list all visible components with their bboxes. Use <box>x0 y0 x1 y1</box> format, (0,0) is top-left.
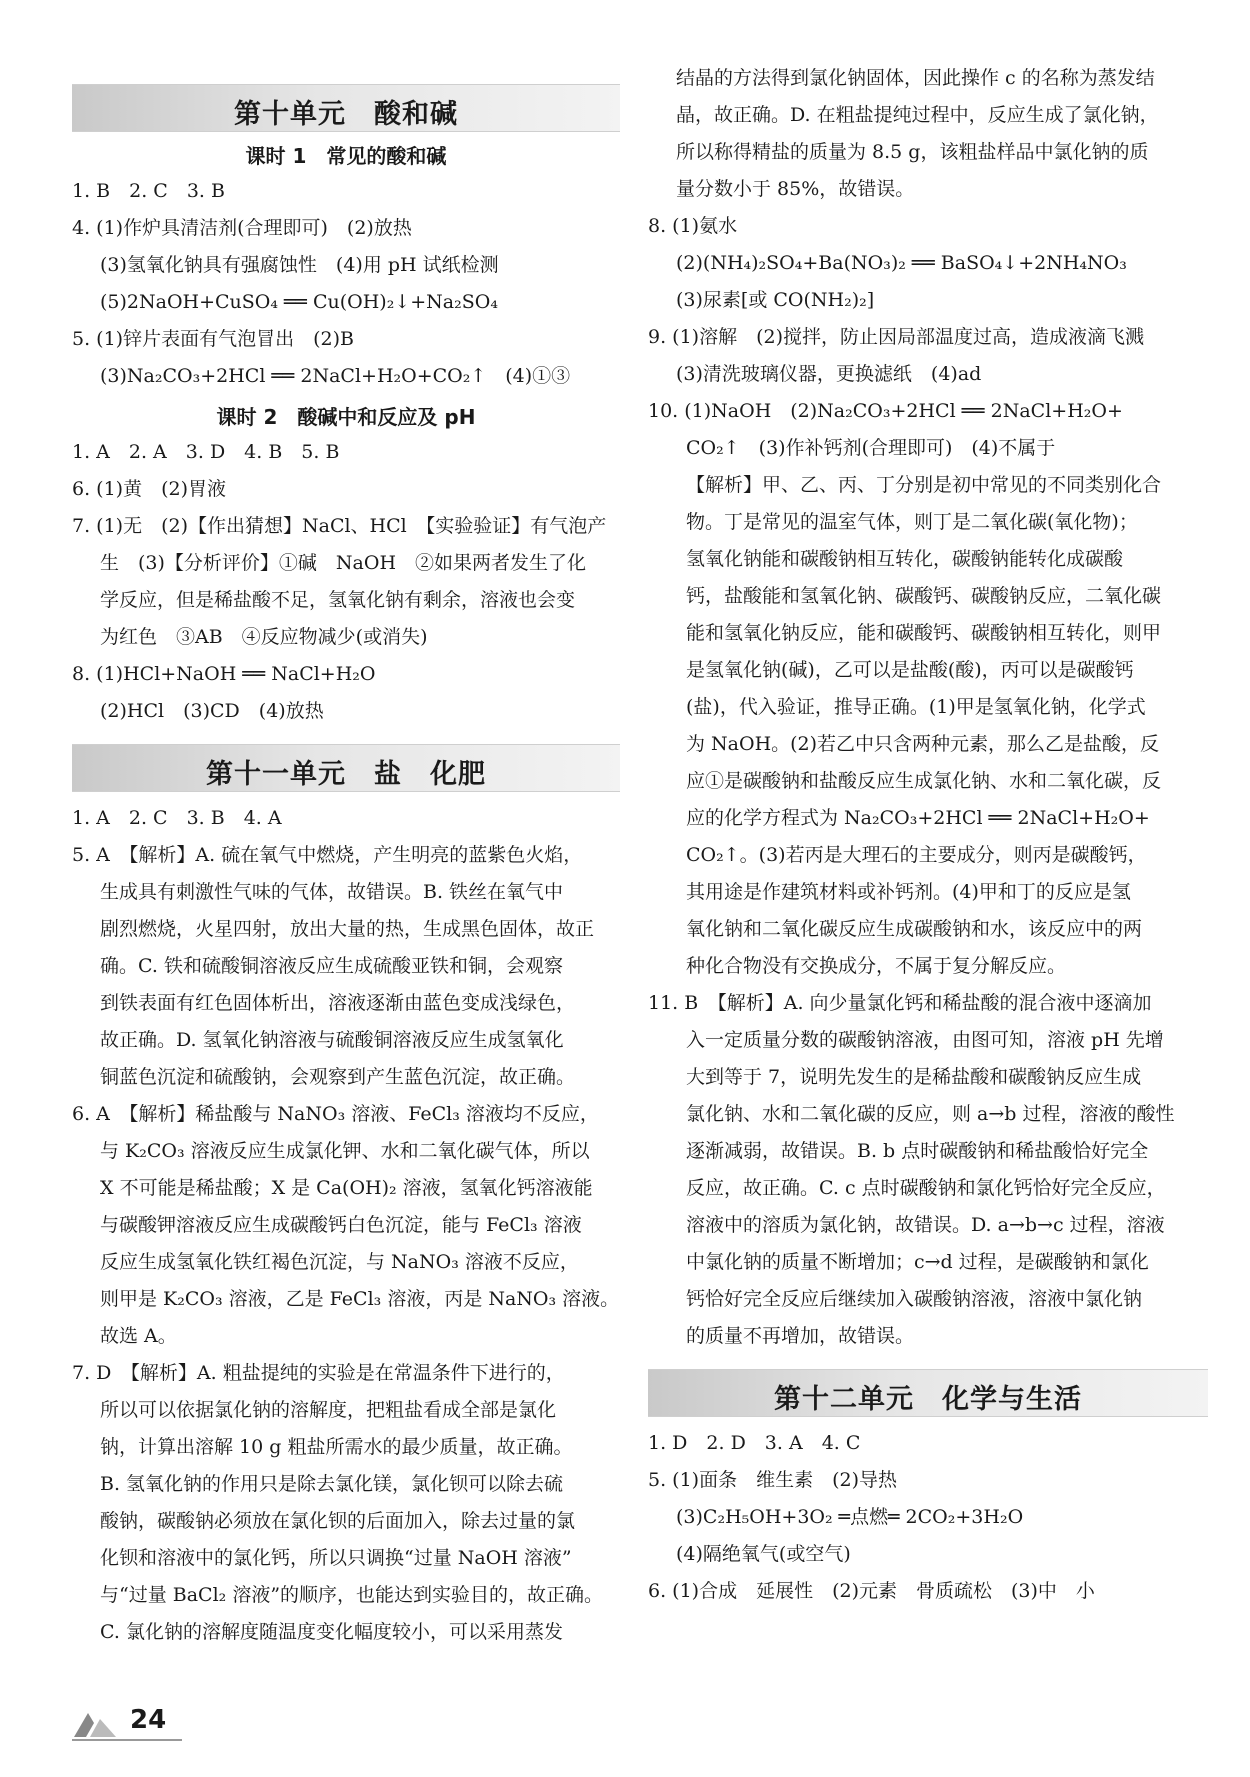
unit-12-heading: 第十二单元 化学与生活 <box>648 1369 1208 1417</box>
answer-line: 反应，故正确。C. c 点时碳酸钠和氯化钙恰好完全反应， <box>686 1177 1166 1199</box>
answer-line: 5. (1)面条 维生素 (2)导热 <box>648 1469 897 1491</box>
answer-line: CO₂↑ (3)作补钙剂(合理即可) (4)不属于 <box>686 437 1056 459</box>
answer-line: (3)清洗玻璃仪器，更换滤纸 (4)ad <box>676 363 982 385</box>
answer-line: (4)隔绝氧气(或空气) <box>676 1543 851 1565</box>
answer-line: 逐渐减弱，故错误。B. b 点时碳酸钠和稀盐酸恰好完全 <box>686 1140 1149 1162</box>
answer-line: 11. B 【解析】A. 向少量氯化钙和稀盐酸的混合液中逐滴加 <box>648 992 1152 1014</box>
answer-line: 故正确。D. 氢氧化钠溶液与硫酸铜溶液反应生成氢氧化 <box>100 1029 564 1051</box>
answer-line: 氯化钠、水和二氧化碳的反应，则 a→b 过程，溶液的酸性 <box>686 1103 1175 1125</box>
unit-11-heading: 第十一单元 盐 化肥 <box>72 744 620 792</box>
answer-line: 大到等于 7，说明先发生的是稀盐酸和碳酸钠反应生成 <box>686 1066 1142 1088</box>
answer-line: 6. (1)黄 (2)胃液 <box>72 478 226 500</box>
answer-line: 则甲是 K₂CO₃ 溶液，乙是 FeCl₃ 溶液，丙是 NaNO₃ 溶液。 <box>100 1288 620 1310</box>
answer-line: 5. (1)锌片表面有气泡冒出 (2)B <box>72 328 354 350</box>
page-footer <box>72 1705 272 1745</box>
page-number: 24 <box>130 1705 167 1735</box>
answer-line: 酸钠，碳酸钠必须放在氯化钡的后面加入，除去过量的氯 <box>100 1510 576 1532</box>
answer-line: 10. (1)NaOH (2)Na₂CO₃+2HCl ══ 2NaCl+H₂O+ <box>648 400 1123 422</box>
answer-line: B. 氢氧化钠的作用只是除去氯化镁，氯化钡可以除去硫 <box>100 1473 564 1495</box>
answer-line: 化钡和溶液中的氯化钙，所以只调换“过量 NaOH 溶液” <box>100 1547 572 1569</box>
answer-line: 中氯化钠的质量不断增加；c→d 过程，是碳酸钠和氯化 <box>686 1251 1149 1273</box>
answer-line: 钙恰好完全反应后继续加入碳酸钠溶液，溶液中氯化钠 <box>686 1288 1143 1310</box>
answer-line: (3)氢氧化钠具有强腐蚀性 (4)用 pH 试纸检测 <box>100 254 499 276</box>
answer-line: 7. D 【解析】A. 粗盐提纯的实验是在常温条件下进行的， <box>72 1362 565 1384</box>
answer-line: 是氢氧化钠(碱)，乙可以是盐酸(酸)，丙可以是碳酸钙 <box>686 659 1134 681</box>
answer-line: 钙，盐酸能和氢氧化钠、碳酸钙、碳酸钠反应，二氧化碳 <box>686 585 1162 607</box>
answer-line: 所以称得精盐的质量为 8.5 g，该粗盐样品中氯化钠的质 <box>676 141 1149 163</box>
answer-line: 量分数小于 85%，故错误。 <box>676 178 915 200</box>
answer-line: 物。丁是常见的温室气体，则丁是二氧化碳(氧化物)； <box>686 511 1138 533</box>
answer-line: 钠，计算出溶解 10 g 粗盐所需水的最少质量，故正确。 <box>100 1436 573 1458</box>
answer-line: 种化合物没有交换成分，不属于复分解反应。 <box>686 955 1067 977</box>
answer-line: 剧烈燃烧，火星四射，放出大量的热，生成黑色固体，故正 <box>100 918 595 940</box>
answer-line: X 不可能是稀盐酸；X 是 Ca(OH)₂ 溶液，氢氧化钙溶液能 <box>100 1177 593 1199</box>
answer-line: 确。C. 铁和硫酸铜溶液反应生成硫酸亚铁和铜，会观察 <box>100 955 563 977</box>
answer-line: 6. A 【解析】稀盐酸与 NaNO₃ 溶液、FeCl₃ 溶液均不反应， <box>72 1103 599 1125</box>
answer-line: 结晶的方法得到氯化钠固体，因此操作 c 的名称为蒸发结 <box>676 67 1155 89</box>
answer-line: 7. (1)无 (2)【作出猜想】NaCl、HCl 【实验验证】有气泡产 <box>72 515 607 537</box>
answer-line: 铜蓝色沉淀和硫酸钠，会观察到产生蓝色沉淀，故正确。 <box>100 1066 576 1088</box>
answer-line: 生 (3)【分析评价】①碱 NaOH ②如果两者发生了化 <box>100 552 587 574</box>
answer-line: 氢氧化钠能和碳酸钠相互转化，碳酸钠能转化成碳酸 <box>686 548 1124 570</box>
answer-line: 故选 A。 <box>100 1325 177 1347</box>
answer-line: (3)C₂H₅OH+3O₂ ═点燃═ 2CO₂+3H₂O <box>676 1506 1024 1528</box>
answer-line: (3)Na₂CO₃+2HCl ══ 2NaCl+H₂O+CO₂↑ (4)①③ <box>100 365 571 387</box>
answer-line: 1. A 2. A 3. D 4. B 5. B <box>72 441 340 463</box>
answer-line: 为 NaOH。(2)若乙中只含两种元素，那么乙是盐酸，反 <box>686 733 1160 755</box>
answer-line: (2)HCl (3)CD (4)放热 <box>100 700 324 722</box>
unit-10-heading: 第十单元 酸和碱 <box>72 84 620 132</box>
answer-line: 5. A 【解析】A. 硫在氧气中燃烧，产生明亮的蓝紫色火焰， <box>72 844 583 866</box>
answer-line: 入一定质量分数的碳酸钠溶液，由图可知，溶液 pH 先增 <box>686 1029 1164 1051</box>
answer-line: 4. (1)作炉具清洁剂(合理即可) (2)放热 <box>72 217 412 239</box>
answer-line: 1. D 2. D 3. A 4. C <box>648 1432 861 1454</box>
answer-line: 生成具有刺激性气味的气体，故错误。B. 铁丝在氧气中 <box>100 881 564 903</box>
answer-line: 【解析】甲、乙、丙、丁分别是初中常见的不同类别化合 <box>686 474 1162 496</box>
answer-line: (盐)，代入验证，推导正确。(1)甲是氢氧化钠，化学式 <box>686 696 1146 718</box>
answer-line: 能和氢氧化钠反应，能和碳酸钙、碳酸钠相互转化，则甲 <box>686 622 1162 644</box>
answer-line: 6. (1)合成 延展性 (2)元素 骨质疏松 (3)中 小 <box>648 1580 1095 1602</box>
lesson-1-heading: 课时 1 常见的酸和碱 <box>245 144 447 168</box>
answer-line: 学反应，但是稀盐酸不足，氢氧化钠有剩余，溶液也会变 <box>100 589 576 611</box>
answer-line: (3)尿素[或 CO(NH₂)₂] <box>676 289 875 311</box>
answer-line: C. 氯化钠的溶解度随温度变化幅度较小，可以采用蒸发 <box>100 1621 563 1643</box>
answer-line: 反应生成氢氧化铁红褐色沉淀，与 NaNO₃ 溶液不反应， <box>100 1251 579 1273</box>
answer-line: 与“过量 BaCl₂ 溶液”的顺序，也能达到实验目的，故正确。 <box>100 1584 604 1606</box>
left-column <box>72 70 620 1651</box>
answer-line: 应①是碳酸钠和盐酸反应生成氯化钠、水和二氧化碳，反 <box>686 770 1162 792</box>
lesson-2-heading: 课时 2 酸碱中和反应及 pH <box>216 405 476 429</box>
footer-divider <box>72 1739 182 1741</box>
answer-line: 8. (1)HCl+NaOH ══ NaCl+H₂O <box>72 663 376 685</box>
answer-line: 的质量不再增加，故错误。 <box>686 1325 915 1347</box>
answer-line: 到铁表面有红色固体析出，溶液逐渐由蓝色变成浅绿色， <box>100 992 576 1014</box>
answer-line: 8. (1)氨水 <box>648 215 738 237</box>
answer-line: (2)(NH₄)₂SO₄+Ba(NO₃)₂ ══ BaSO₄↓+2NH₄NO₃ <box>676 252 1127 274</box>
answer-line: (5)2NaOH+CuSO₄ ══ Cu(OH)₂↓+Na₂SO₄ <box>100 291 498 313</box>
answer-line: 应的化学方程式为 Na₂CO₃+2HCl ══ 2NaCl+H₂O+ <box>686 807 1150 829</box>
answer-line: 与碳酸钾溶液反应生成碳酸钙白色沉淀，能与 FeCl₃ 溶液 <box>100 1214 582 1236</box>
answer-line: 晶，故正确。D. 在粗盐提纯过程中，反应生成了氯化钠， <box>676 104 1159 126</box>
answer-line: 为红色 ③AB ④反应物减少(或消失) <box>100 626 428 648</box>
answer-line: 所以可以依据氯化钠的溶解度，把粗盐看成全部是氯化 <box>100 1399 557 1421</box>
answer-line: 1. A 2. C 3. B 4. A <box>72 807 282 829</box>
answer-line: 其用途是作建筑材料或补钙剂。(4)甲和丁的反应是氢 <box>686 881 1131 903</box>
publisher-logo-icon <box>72 1711 118 1739</box>
answer-line: 9. (1)溶解 (2)搅拌，防止因局部温度过高，造成液滴飞溅 <box>648 326 1144 348</box>
answer-line: 1. B 2. C 3. B <box>72 180 225 202</box>
right-column <box>648 60 1208 1610</box>
answer-line: 溶液中的溶质为氯化钠，故错误。D. a→b→c 过程，溶液 <box>686 1214 1165 1236</box>
answer-line: CO₂↑。(3)若丙是大理石的主要成分，则丙是碳酸钙， <box>686 844 1147 866</box>
answer-line: 氧化钠和二氧化碳反应生成碳酸钠和水，该反应中的两 <box>686 918 1143 940</box>
answer-line: 与 K₂CO₃ 溶液反应生成氯化钾、水和二氧化碳气体，所以 <box>100 1140 590 1162</box>
